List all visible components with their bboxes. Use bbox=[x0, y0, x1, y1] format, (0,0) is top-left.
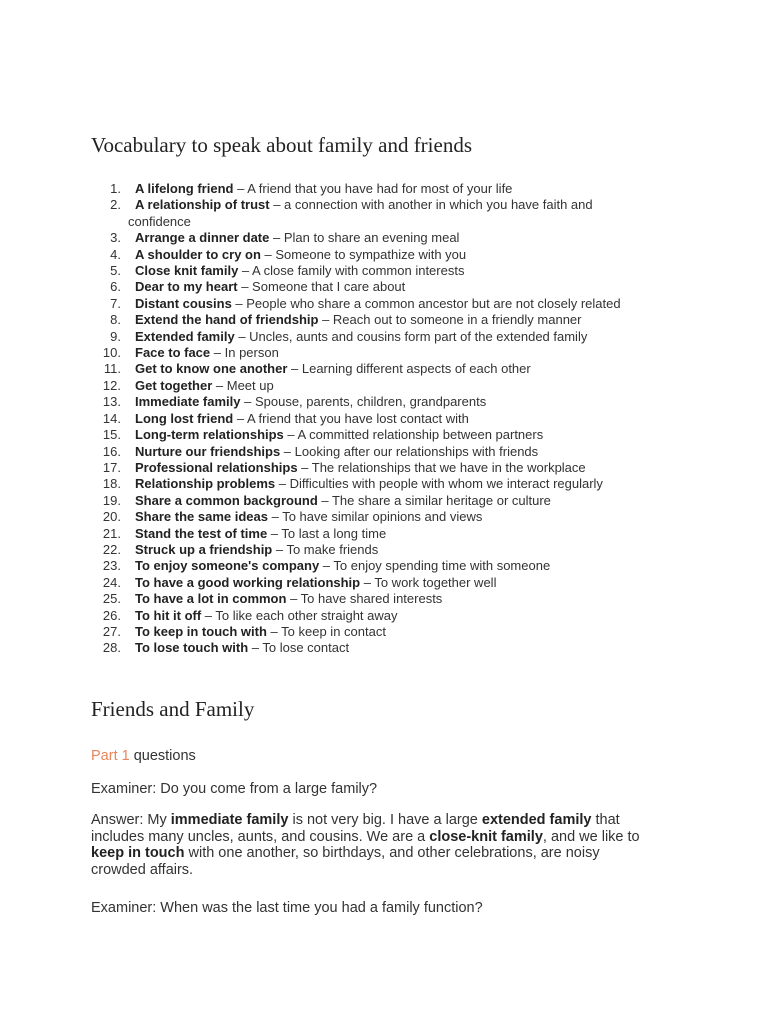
vocab-item-number: 27. bbox=[102, 623, 121, 639]
vocab-item-number: 3. bbox=[110, 230, 121, 246]
vocab-item bbox=[91, 427, 691, 443]
answer-bold-term: keep in touch bbox=[91, 845, 185, 862]
vocab-item bbox=[91, 558, 691, 574]
vocab-item-number: 15. bbox=[102, 427, 121, 443]
vocab-item bbox=[91, 329, 691, 345]
vocab-item bbox=[91, 542, 691, 558]
vocab-item-number: 14. bbox=[102, 410, 121, 426]
vocab-definition: – Someone that I care about bbox=[237, 279, 406, 295]
vocab-definition: – To last a long time bbox=[267, 525, 387, 541]
vocab-item bbox=[91, 411, 691, 427]
vocab-term: Get to know one another bbox=[135, 361, 288, 377]
vocab-item bbox=[91, 378, 691, 394]
vocab-item bbox=[91, 575, 691, 591]
vocab-item bbox=[91, 444, 691, 460]
vocab-term: Struck up a friendship bbox=[135, 541, 273, 557]
vocab-definition: – To have shared interests bbox=[286, 591, 443, 607]
vocab-definition: – To enjoy spending time with someone bbox=[319, 558, 551, 574]
vocab-definition: – To keep in contact bbox=[266, 623, 386, 639]
vocab-definition: – The share a similar heritage or culture bbox=[317, 492, 551, 508]
vocab-definition: – To like each other straight away bbox=[201, 607, 398, 623]
vocab-item bbox=[91, 493, 691, 509]
vocab-definition: – The relationships that we have in the workplace bbox=[297, 459, 586, 475]
vocab-item bbox=[91, 608, 691, 624]
vocab-item bbox=[91, 279, 691, 295]
vocab-item-number: 12. bbox=[102, 377, 121, 393]
vocab-item-number: 9. bbox=[110, 328, 121, 344]
answer-text: that includes many uncles, aunts, and cousins. We are a bbox=[91, 812, 620, 845]
vocab-item bbox=[91, 296, 691, 312]
vocab-term: Stand the test of time bbox=[135, 525, 268, 541]
vocab-term: Long lost friend bbox=[135, 410, 234, 426]
answer-1 bbox=[91, 812, 651, 878]
examiner-question-2: Examiner: When was the last time you had a family function? bbox=[91, 900, 483, 916]
vocab-item-number: 22. bbox=[102, 541, 121, 557]
vocab-item-number: 7. bbox=[110, 295, 121, 311]
vocab-item-number: 4. bbox=[110, 246, 121, 262]
vocab-term: To lose touch with bbox=[135, 640, 249, 656]
vocab-definition: – Difficulties with people with whom we interact regularly bbox=[275, 476, 603, 492]
vocab-item bbox=[91, 526, 691, 542]
vocab-term: Face to face bbox=[135, 345, 211, 361]
vocab-item-number: 6. bbox=[110, 279, 121, 295]
vocab-definition: – Spouse, parents, children, grandparents bbox=[240, 394, 487, 410]
vocab-term: Immediate family bbox=[135, 394, 241, 410]
vocab-item bbox=[91, 640, 691, 656]
vocab-term: Arrange a dinner date bbox=[135, 230, 270, 246]
vocab-item-number: 5. bbox=[110, 263, 121, 279]
vocab-item bbox=[91, 591, 691, 607]
vocab-item bbox=[91, 509, 691, 525]
vocab-item-number: 26. bbox=[102, 607, 121, 623]
answer-bold-term: close-knit family bbox=[429, 828, 543, 845]
vocab-definition: – People who share a common ancestor but are not closely related bbox=[231, 295, 621, 311]
vocab-item bbox=[91, 394, 691, 410]
vocab-item-number: 2. bbox=[110, 197, 121, 213]
vocab-term: Distant cousins bbox=[135, 295, 232, 311]
vocab-item bbox=[91, 624, 691, 640]
vocab-item-number: 13. bbox=[102, 394, 121, 410]
answer-text: , and we like to bbox=[542, 828, 640, 845]
vocab-item-number: 10. bbox=[102, 345, 121, 361]
vocab-definition: – A friend that you have lost contact with bbox=[233, 410, 469, 426]
vocab-heading: Vocabulary to speak about family and friends bbox=[91, 133, 473, 157]
vocab-item-number: 20. bbox=[102, 509, 121, 525]
vocab-item-number: 28. bbox=[102, 640, 121, 656]
answer-text: is not very big. I have a large bbox=[288, 812, 482, 828]
vocab-term: Extended family bbox=[135, 328, 235, 344]
friends-family-heading: Friends and Family bbox=[91, 697, 255, 721]
vocab-definition: – To make friends bbox=[272, 541, 379, 557]
vocab-definition: – To have similar opinions and views bbox=[267, 509, 483, 525]
part1-line bbox=[91, 748, 651, 765]
vocab-term: Relationship problems bbox=[135, 476, 276, 492]
vocab-definition: – Meet up bbox=[212, 377, 274, 393]
vocab-item-number: 8. bbox=[110, 312, 121, 328]
vocab-item-number: 19. bbox=[102, 492, 121, 508]
vocab-definition: – In person bbox=[210, 345, 279, 361]
vocab-definition: – a connection with another in which you have faith and bbox=[269, 197, 593, 213]
vocab-term: A lifelong friend bbox=[135, 181, 234, 196]
vocab-term: To have a lot in common bbox=[135, 591, 287, 607]
vocab-item-number: 11. bbox=[103, 361, 121, 377]
vocab-term: A shoulder to cry on bbox=[135, 246, 261, 262]
vocab-item bbox=[91, 312, 691, 328]
vocab-definition: – A close family with common interests bbox=[238, 263, 465, 279]
examiner-question-1: Examiner: Do you come from a large family? bbox=[91, 781, 378, 797]
vocab-list bbox=[91, 181, 691, 657]
vocab-item bbox=[91, 230, 691, 246]
vocab-term: Get together bbox=[135, 377, 213, 393]
vocab-item bbox=[91, 263, 691, 279]
vocab-term: To have a good working relationship bbox=[135, 574, 361, 590]
vocab-definition: – To lose contact bbox=[248, 640, 350, 656]
vocab-item-number: 23. bbox=[102, 558, 121, 574]
vocab-term: Share a common background bbox=[135, 492, 318, 508]
vocab-definition: – Plan to share an evening meal bbox=[269, 230, 460, 246]
vocab-definition: – To work together well bbox=[360, 574, 497, 590]
vocab-definition: – Learning different aspects of each other bbox=[287, 361, 531, 377]
vocab-definition: – A committed relationship between partners bbox=[283, 427, 544, 443]
part1-questions-text: questions bbox=[129, 748, 196, 764]
vocab-term: Professional relationships bbox=[135, 459, 298, 475]
vocab-item bbox=[91, 181, 691, 197]
vocab-term: Extend the hand of friendship bbox=[135, 312, 319, 328]
vocab-item bbox=[91, 361, 691, 377]
vocab-item bbox=[91, 345, 691, 361]
vocab-item bbox=[91, 247, 691, 263]
vocab-term: Close knit family bbox=[135, 263, 239, 279]
answer-bold-term: immediate family bbox=[170, 812, 289, 828]
vocab-term: To hit it off bbox=[135, 607, 202, 623]
vocab-item-number: 21. bbox=[102, 525, 121, 541]
vocab-item-number: 16. bbox=[102, 443, 121, 459]
vocab-item-number: 1. bbox=[110, 181, 121, 196]
vocab-term: To keep in touch with bbox=[135, 623, 267, 639]
vocab-item-number: 25. bbox=[102, 591, 121, 607]
vocab-item bbox=[91, 197, 691, 230]
vocab-item bbox=[91, 476, 691, 492]
vocab-definition: – A friend that you have had for most of your life bbox=[233, 181, 513, 196]
vocab-item-number: 18. bbox=[102, 476, 121, 492]
vocab-term: Long-term relationships bbox=[135, 427, 284, 443]
vocab-item bbox=[91, 460, 691, 476]
vocab-definition: – Looking after our relationships with friends bbox=[280, 443, 539, 459]
answer-text: Answer: My bbox=[91, 812, 171, 828]
part1-link[interactable]: Part 1 bbox=[91, 748, 130, 764]
answer-text: with one another, so birthdays, and other celebrations, are noisy crowded affairs. bbox=[91, 845, 600, 878]
vocab-definition: – Uncles, aunts and cousins form part of the extended family bbox=[234, 328, 588, 344]
vocab-term: Nurture our friendships bbox=[135, 443, 281, 459]
vocab-term: Share the same ideas bbox=[135, 509, 268, 525]
vocab-definition-continued: confidence bbox=[128, 213, 191, 229]
vocab-term: Dear to my heart bbox=[135, 279, 238, 295]
vocab-definition: – Someone to sympathize with you bbox=[260, 246, 467, 262]
vocab-item-number: 24. bbox=[102, 574, 121, 590]
answer-bold-term: extended family bbox=[481, 812, 592, 828]
vocab-item-number: 17. bbox=[102, 459, 121, 475]
vocab-definition: – Reach out to someone in a friendly manner bbox=[318, 312, 582, 328]
vocab-term: A relationship of trust bbox=[135, 197, 270, 213]
vocab-term: To enjoy someone's company bbox=[135, 558, 320, 574]
